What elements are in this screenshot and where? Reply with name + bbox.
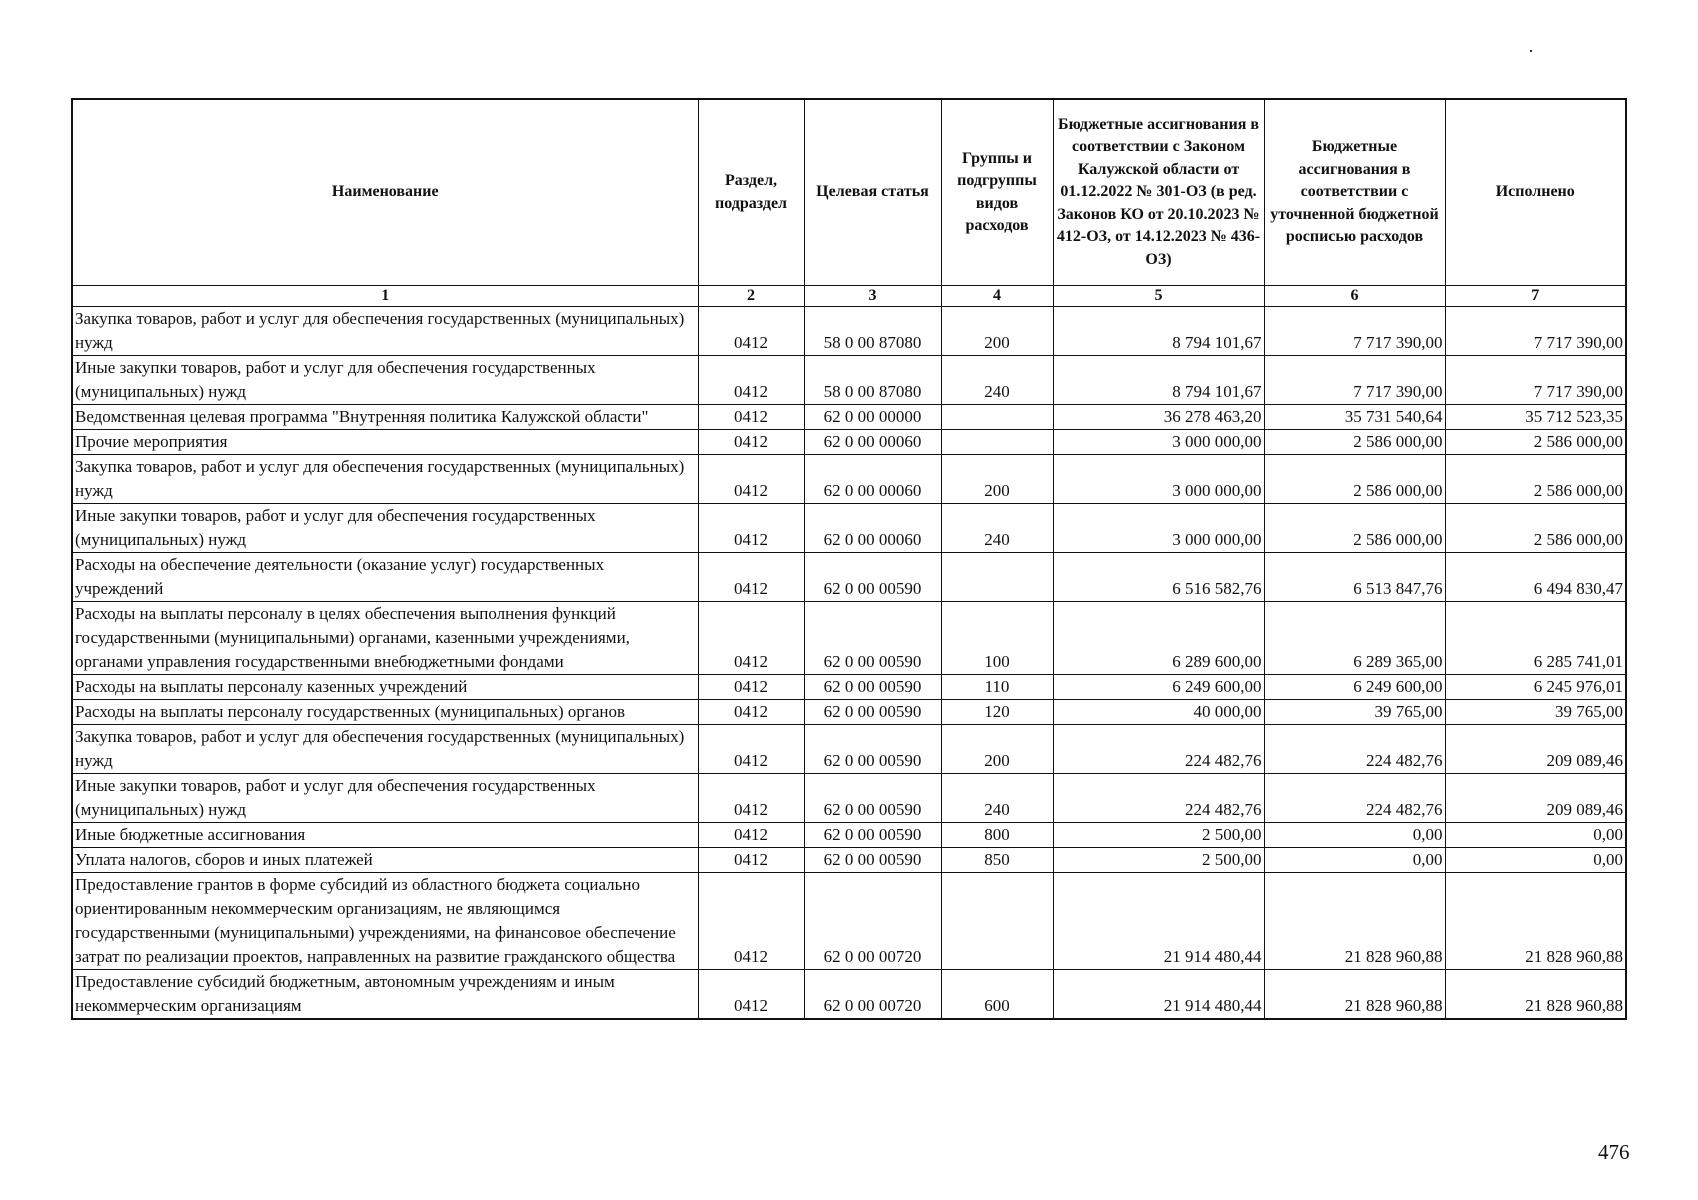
- row-law-amount: 21 914 480,44: [1053, 873, 1264, 970]
- row-section: 0412: [698, 430, 804, 455]
- row-executed-amount: 21 828 960,88: [1445, 873, 1626, 970]
- page-number: 476: [1598, 1140, 1630, 1164]
- row-group: 850: [941, 848, 1053, 873]
- row-refined-amount: 2 586 000,00: [1264, 504, 1445, 553]
- row-target: 62 0 00 00000: [804, 405, 941, 430]
- row-target: 62 0 00 00590: [804, 823, 941, 848]
- row-name: Иные бюджетные ассигнования: [72, 823, 698, 848]
- header-name: Наименование: [72, 99, 698, 286]
- row-executed-amount: 6 494 830,47: [1445, 553, 1626, 602]
- row-target: 62 0 00 00720: [804, 970, 941, 1020]
- row-group: 800: [941, 823, 1053, 848]
- table-row: [72, 675, 1626, 700]
- row-law-amount: 40 000,00: [1053, 700, 1264, 725]
- row-law-amount: 224 482,76: [1053, 774, 1264, 823]
- row-group: 200: [941, 725, 1053, 774]
- row-group: 600: [941, 970, 1053, 1020]
- row-refined-amount: 2 586 000,00: [1264, 455, 1445, 504]
- row-group: 200: [941, 307, 1053, 356]
- row-refined-amount: 6 513 847,76: [1264, 553, 1445, 602]
- row-refined-amount: 35 731 540,64: [1264, 405, 1445, 430]
- row-target: 62 0 00 00590: [804, 553, 941, 602]
- row-group: [941, 873, 1053, 970]
- row-section: 0412: [698, 602, 804, 675]
- row-target: 62 0 00 00060: [804, 504, 941, 553]
- column-number-row: [72, 286, 1626, 307]
- row-name: Иные закупки товаров, работ и услуг для обеспечения государственных (муниципальных) нужд: [72, 504, 698, 553]
- row-target: 62 0 00 00590: [804, 675, 941, 700]
- header-refined-allocations: Бюджетные ассигнования в соответствии с уточненной бюджетной росписью расходов: [1264, 99, 1445, 286]
- row-name: Расходы на обеспечение деятельности (оказание услуг) государственных учреждений: [72, 553, 698, 602]
- table-row: [72, 356, 1626, 405]
- row-refined-amount: 39 765,00: [1264, 700, 1445, 725]
- row-name: Закупка товаров, работ и услуг для обеспечения государственных (муниципальных) нужд: [72, 725, 698, 774]
- row-section: 0412: [698, 848, 804, 873]
- row-group: 240: [941, 504, 1053, 553]
- row-group: 200: [941, 455, 1053, 504]
- row-refined-amount: 224 482,76: [1264, 725, 1445, 774]
- row-executed-amount: 209 089,46: [1445, 725, 1626, 774]
- row-group: 100: [941, 602, 1053, 675]
- row-name: Расходы на выплаты персоналу государственных (муниципальных) органов: [72, 700, 698, 725]
- row-executed-amount: 21 828 960,88: [1445, 970, 1626, 1020]
- row-law-amount: 3 000 000,00: [1053, 430, 1264, 455]
- row-target: 62 0 00 00590: [804, 848, 941, 873]
- row-section: 0412: [698, 823, 804, 848]
- row-group: 120: [941, 700, 1053, 725]
- header-section: Раздел, подраздел: [698, 99, 804, 286]
- row-refined-amount: 0,00: [1264, 848, 1445, 873]
- row-name: Предоставление субсидий бюджетным, автономным учреждениям и иным некоммерческим организациям: [72, 970, 698, 1020]
- row-group: [941, 405, 1053, 430]
- row-law-amount: 6 249 600,00: [1053, 675, 1264, 700]
- row-target: 62 0 00 00060: [804, 455, 941, 504]
- row-refined-amount: 0,00: [1264, 823, 1445, 848]
- row-refined-amount: 21 828 960,88: [1264, 970, 1445, 1020]
- table-row: [72, 774, 1626, 823]
- table-row: [72, 848, 1626, 873]
- row-group: 240: [941, 356, 1053, 405]
- row-name: Расходы на выплаты персоналу в целях обеспечения выполнения функций государственными (муниципальными) органами, казенными учреждениями, органами управления государственными внебюджетными фондами: [72, 602, 698, 675]
- row-refined-amount: 21 828 960,88: [1264, 873, 1445, 970]
- row-target: 62 0 00 00590: [804, 725, 941, 774]
- column-number: 3: [804, 286, 941, 307]
- column-number: 7: [1445, 286, 1626, 307]
- row-law-amount: 224 482,76: [1053, 725, 1264, 774]
- row-law-amount: 3 000 000,00: [1053, 504, 1264, 553]
- row-law-amount: 21 914 480,44: [1053, 970, 1264, 1020]
- row-name: Иные закупки товаров, работ и услуг для обеспечения государственных (муниципальных) нужд: [72, 356, 698, 405]
- row-law-amount: 3 000 000,00: [1053, 455, 1264, 504]
- column-number: 1: [72, 286, 698, 307]
- table-row: [72, 307, 1626, 356]
- table-row: [72, 430, 1626, 455]
- row-name: Закупка товаров, работ и услуг для обеспечения государственных (муниципальных) нужд: [72, 455, 698, 504]
- row-group: 240: [941, 774, 1053, 823]
- row-executed-amount: 209 089,46: [1445, 774, 1626, 823]
- row-refined-amount: 6 289 365,00: [1264, 602, 1445, 675]
- row-section: 0412: [698, 873, 804, 970]
- column-number: 6: [1264, 286, 1445, 307]
- row-law-amount: 2 500,00: [1053, 848, 1264, 873]
- row-group: 110: [941, 675, 1053, 700]
- row-section: 0412: [698, 725, 804, 774]
- table-row: [72, 602, 1626, 675]
- row-section: 0412: [698, 356, 804, 405]
- row-name: Ведомственная целевая программа "Внутренняя политика Калужской области": [72, 405, 698, 430]
- row-group: [941, 430, 1053, 455]
- table-row: [72, 823, 1626, 848]
- row-name: Закупка товаров, работ и услуг для обеспечения государственных (муниципальных) нужд: [72, 307, 698, 356]
- table-body: [72, 307, 1626, 1020]
- row-section: 0412: [698, 675, 804, 700]
- row-refined-amount: 224 482,76: [1264, 774, 1445, 823]
- row-name: Иные закупки товаров, работ и услуг для обеспечения государственных (муниципальных) нужд: [72, 774, 698, 823]
- table-row: [72, 553, 1626, 602]
- row-section: 0412: [698, 307, 804, 356]
- table-row: [72, 405, 1626, 430]
- row-refined-amount: 7 717 390,00: [1264, 356, 1445, 405]
- header-groups: Группы и подгруппы видов расходов: [941, 99, 1053, 286]
- table-row: [72, 455, 1626, 504]
- column-number: 4: [941, 286, 1053, 307]
- row-section: 0412: [698, 504, 804, 553]
- row-section: 0412: [698, 774, 804, 823]
- row-law-amount: 6 289 600,00: [1053, 602, 1264, 675]
- row-law-amount: 8 794 101,67: [1053, 356, 1264, 405]
- row-executed-amount: 6 245 976,01: [1445, 675, 1626, 700]
- row-name: Уплата налогов, сборов и иных платежей: [72, 848, 698, 873]
- row-executed-amount: 2 586 000,00: [1445, 455, 1626, 504]
- row-executed-amount: 0,00: [1445, 823, 1626, 848]
- header-target: Целевая статья: [804, 99, 941, 286]
- row-target: 62 0 00 00060: [804, 430, 941, 455]
- row-section: 0412: [698, 405, 804, 430]
- row-section: 0412: [698, 455, 804, 504]
- row-executed-amount: 0,00: [1445, 848, 1626, 873]
- row-target: 62 0 00 00720: [804, 873, 941, 970]
- table-row: [72, 873, 1626, 970]
- header-executed: Исполнено: [1445, 99, 1626, 286]
- header-row: [72, 99, 1626, 286]
- row-executed-amount: 35 712 523,35: [1445, 405, 1626, 430]
- row-executed-amount: 2 586 000,00: [1445, 430, 1626, 455]
- row-law-amount: 2 500,00: [1053, 823, 1264, 848]
- column-number: 2: [698, 286, 804, 307]
- row-name: Предоставление грантов в форме субсидий из областного бюджета социально ориентированным некоммерческим организациям, не являющимся государственными (муниципальными) учреждениями, на финансовое обеспечение затрат по реализации проектов, направленных на развитие гражданского общества: [72, 873, 698, 970]
- row-executed-amount: 7 717 390,00: [1445, 356, 1626, 405]
- row-refined-amount: 2 586 000,00: [1264, 430, 1445, 455]
- row-executed-amount: 2 586 000,00: [1445, 504, 1626, 553]
- row-law-amount: 36 278 463,20: [1053, 405, 1264, 430]
- table-row: [72, 700, 1626, 725]
- table-row: [72, 725, 1626, 774]
- row-section: 0412: [698, 700, 804, 725]
- row-refined-amount: 6 249 600,00: [1264, 675, 1445, 700]
- row-refined-amount: 7 717 390,00: [1264, 307, 1445, 356]
- table-row: [72, 504, 1626, 553]
- row-law-amount: 6 516 582,76: [1053, 553, 1264, 602]
- scan-speck: [1530, 50, 1532, 52]
- row-section: 0412: [698, 553, 804, 602]
- row-executed-amount: 6 285 741,01: [1445, 602, 1626, 675]
- row-target: 62 0 00 00590: [804, 602, 941, 675]
- header-law-allocations: Бюджетные ассигнования в соответствии с Законом Калужской области от 01.12.2022 № 301-ОЗ (в ред. Законов КО от 20.10.2023 № 412-ОЗ, от 14.12.2023 № 436-ОЗ): [1053, 99, 1264, 286]
- row-target: 62 0 00 00590: [804, 774, 941, 823]
- budget-table: [71, 98, 1627, 1020]
- row-executed-amount: 39 765,00: [1445, 700, 1626, 725]
- row-group: [941, 553, 1053, 602]
- row-section: 0412: [698, 970, 804, 1020]
- table-row: [72, 970, 1626, 1020]
- column-number: 5: [1053, 286, 1264, 307]
- row-target: 62 0 00 00590: [804, 700, 941, 725]
- row-law-amount: 8 794 101,67: [1053, 307, 1264, 356]
- row-name: Прочие мероприятия: [72, 430, 698, 455]
- row-name: Расходы на выплаты персоналу казенных учреждений: [72, 675, 698, 700]
- row-target: 58 0 00 87080: [804, 356, 941, 405]
- row-target: 58 0 00 87080: [804, 307, 941, 356]
- row-executed-amount: 7 717 390,00: [1445, 307, 1626, 356]
